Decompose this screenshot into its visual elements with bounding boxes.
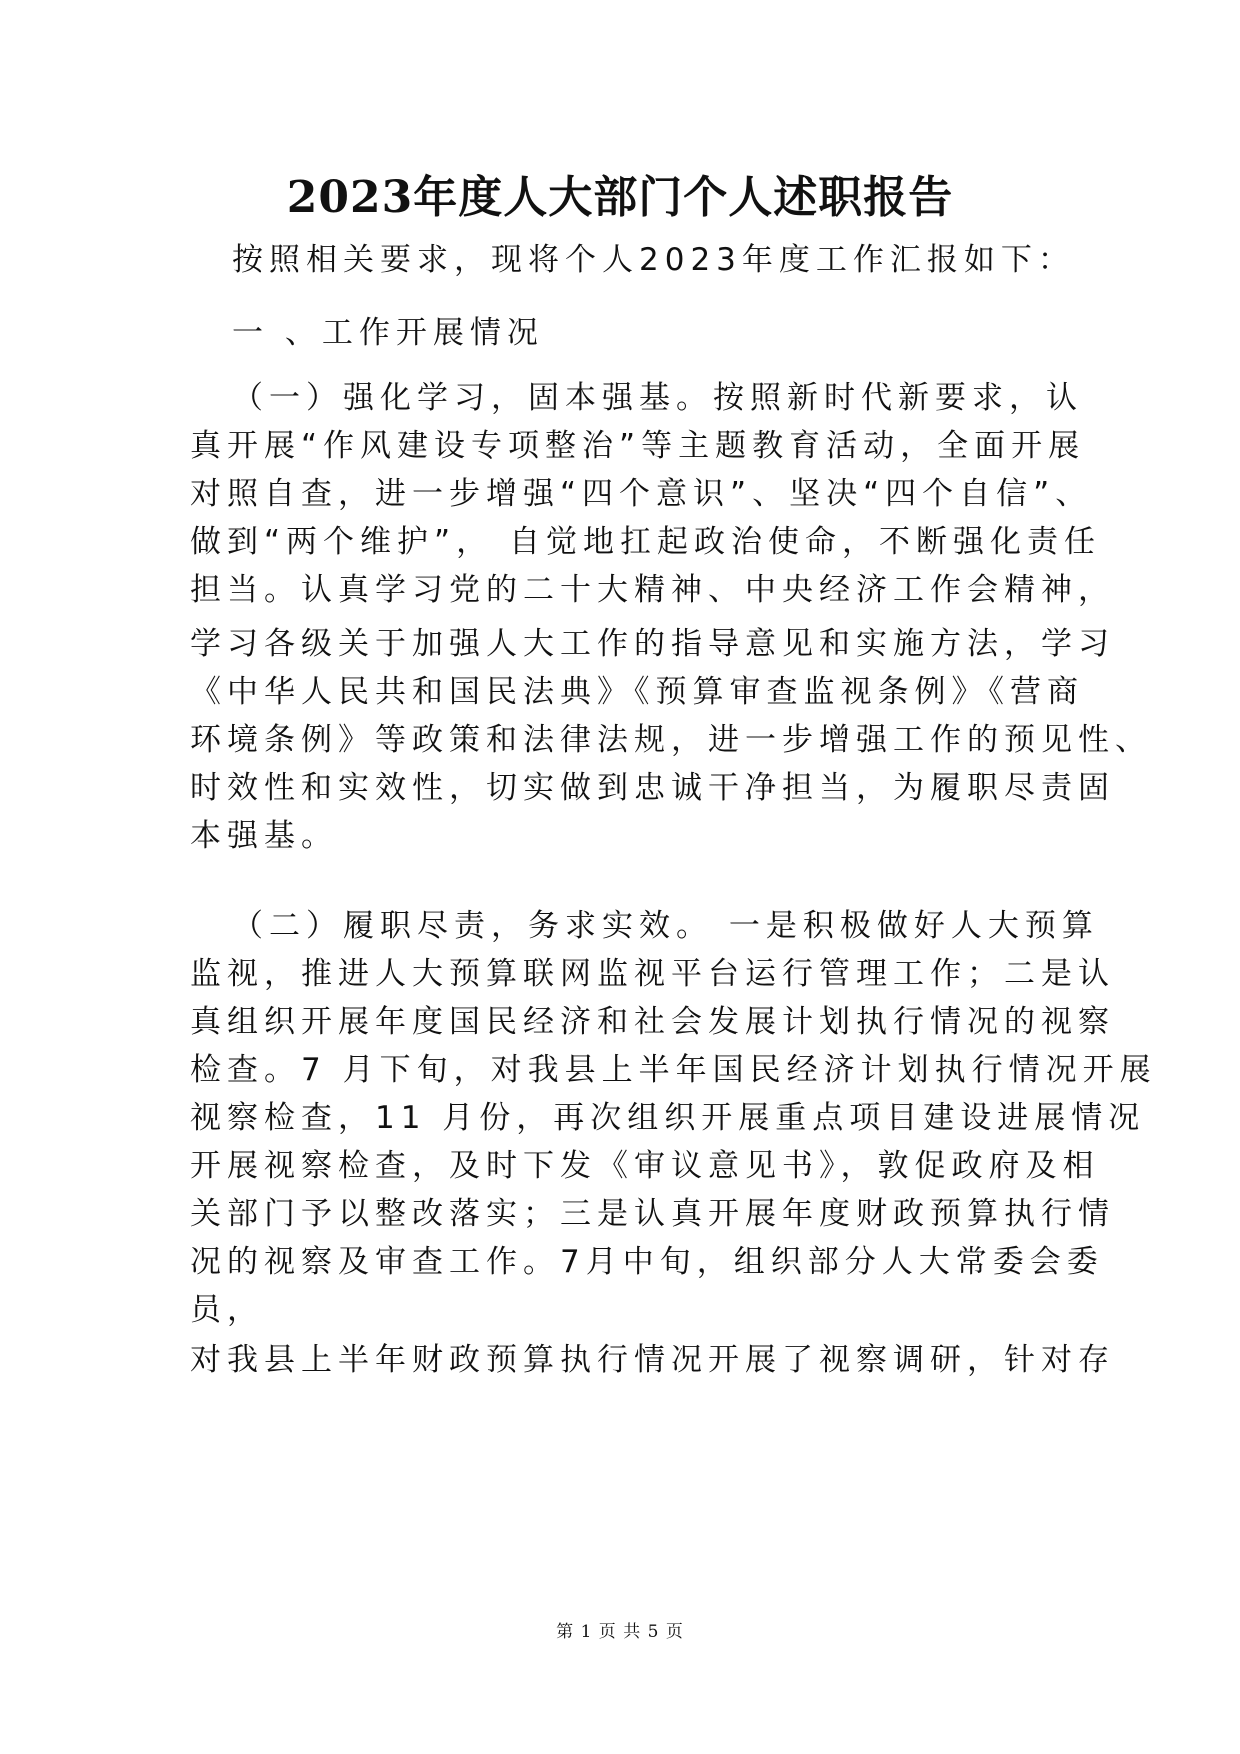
paragraph-2-line: 况的视察及审查工作。7月中旬，组织部分人大常委会委 — [190, 1244, 1104, 1280]
paragraph-2-line: 关部门予以整改落实；三是认真开展年度财政预算执行情 — [190, 1196, 1115, 1232]
paragraph-2-line: 对我县上半年财政预算执行情况开展了视察调研，针对存 — [190, 1342, 1115, 1378]
paragraph-2-line: 开展视察检查，及时下发《审议意见书》，敦促政府及相 — [190, 1148, 1100, 1184]
paragraph-1-line: 时效性和实效性，切实做到忠诚干净担当，为履职尽责固 — [190, 770, 1115, 806]
paragraph-2-line: 视察检查，11 月份，再次组织开展重点项目建设进展情况 — [190, 1100, 1146, 1136]
page-title: 2023年度人大部门个人述职报告 — [286, 172, 954, 223]
paragraph-1-line: 做到“两个维护”， 自觉地扛起政治使命，不断强化责任 — [190, 524, 1101, 560]
paragraph-2-line: 真组织开展年度国民经济和社会发展计划执行情况的视察 — [190, 1004, 1115, 1040]
paragraph-1-line: 环境条例》等政策和法律法规，进一步增强工作的预见性、 — [190, 722, 1152, 758]
paragraph-1-line: 真开展“作风建设专项整治”等主题教育活动，全面开展 — [190, 428, 1086, 464]
paragraph-1-line: 担当。认真学习党的二十大精神、中央经济工作会精神， — [190, 572, 1115, 608]
section-heading: 一 、工作开展情况 — [232, 315, 544, 351]
paragraph-2-line: （二）履职尽责，务求实效。 一是积极做好人大预算 — [232, 908, 1099, 944]
page-footer: 第 1 页 共 5 页 — [556, 1622, 684, 1642]
paragraph-1-line: 《中华人民共和国民法典》《预算审查监视条例》《营商 — [190, 674, 1084, 710]
paragraph-1-line: 学习各级关于加强人大工作的指导意见和实施方法，学习 — [190, 626, 1115, 662]
paragraph-2-line: 员， — [190, 1292, 264, 1328]
paragraph-1-line: 对照自查，进一步增强“四个意识”、坚决“四个自信”、 — [190, 476, 1093, 512]
intro-paragraph: 按照相关要求，现将个人2023年度工作汇报如下： — [232, 242, 1075, 278]
paragraph-2-line: 监视，推进人大预算联网监视平台运行管理工作；二是认 — [190, 956, 1115, 992]
paragraph-1-line: 本强基。 — [190, 818, 338, 854]
paragraph-1-line: （一）强化学习，固本强基。按照新时代新要求，认 — [232, 380, 1083, 416]
paragraph-2-line: 检查。7 月下旬，对我县上半年国民经济计划执行情况开展 — [190, 1052, 1157, 1088]
